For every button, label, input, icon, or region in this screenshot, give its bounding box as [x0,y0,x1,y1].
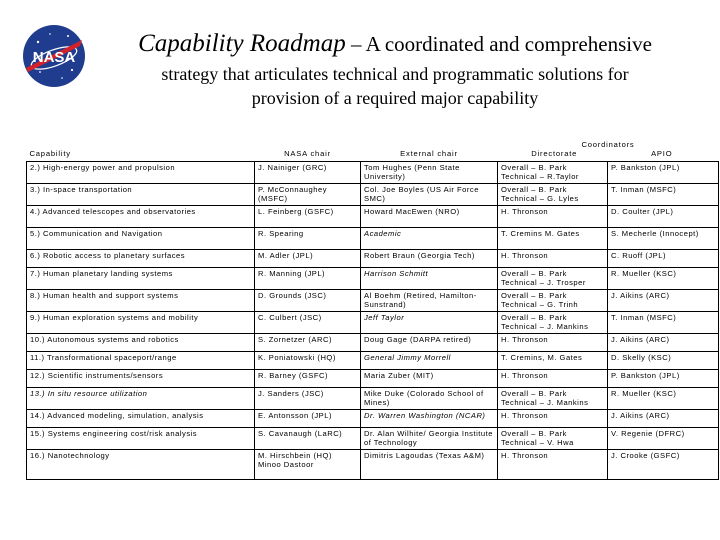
cell-external-chair: Academic [361,228,498,250]
cell-nasa-chair: S. Zornetzer (ARC) [255,334,361,352]
cell-directorate: Overall – B. Park Technical – J. Mankins [498,388,608,410]
subtitle-line-1: strategy that articulates technical and programmatic solutions for [161,64,629,84]
cell-nasa-chair: D. Grounds (JSC) [255,290,361,312]
header-apio: APIO [651,148,673,158]
table-row [27,428,719,450]
table-row [27,334,719,352]
table-row [27,312,719,334]
cell-apio: D. Skelly (KSC) [608,352,719,370]
cell-directorate: Overall – B. Park Technical – V. Hwa [498,428,608,450]
cell-nasa-chair: M. Hirschbein (HQ) Minoo Dastoor [255,450,361,480]
cell-capability: 2.) High-energy power and propulsion [27,162,255,184]
capability-roadmap-table [26,138,719,480]
cell-directorate: Overall – B. Park Technical – J. Trosper [498,268,608,290]
cell-nasa-chair: S. Cavanaugh (LaRC) [255,428,361,450]
cell-external-chair: Dimitris Lagoudas (Texas A&M) [361,450,498,480]
cell-external-chair: Col. Joe Boyles (US Air Force SMC) [361,184,498,206]
cell-external-chair: Jeff Taylor [361,312,498,334]
cell-capability: 5.) Communication and Navigation [27,228,255,250]
cell-capability: 14.) Advanced modeling, simulation, analysis [27,410,255,428]
table-row [27,290,719,312]
cell-external-chair: Tom Hughes (Penn State University) [361,162,498,184]
cell-apio: P. Bankston (JPL) [608,162,719,184]
cell-directorate: H. Thronson [498,334,608,352]
cell-capability: 11.) Transformational spaceport/range [27,352,255,370]
cell-capability: 10.) Autonomous systems and robotics [27,334,255,352]
header-coordinators-label: Coordinators [581,139,635,149]
cell-capability: 6.) Robotic access to planetary surfaces [27,250,255,268]
cell-apio: D. Coulter (JPL) [608,206,719,228]
cell-capability: 3.) In-space transportation [27,184,255,206]
header-directorate: Directorate [531,148,578,158]
cell-directorate: H. Thronson [498,410,608,428]
cell-directorate: H. Thronson [498,206,608,228]
cell-directorate: H. Thronson [498,250,608,268]
subtitle-line-2: provision of a required major capability [251,88,539,108]
table-row [27,370,719,388]
cell-capability: 12.) Scientific instruments/sensors [27,370,255,388]
cell-nasa-chair: C. Culbert (JSC) [255,312,361,334]
cell-external-chair: Dr. Alan Wilhite/ Georgia Institute of Technology [361,428,498,450]
cell-directorate: Overall – B. Park Technical – J. Mankins [498,312,608,334]
cell-nasa-chair: R. Barney (GSFC) [255,370,361,388]
cell-capability: 16.) Nanotechnology [27,450,255,480]
cell-external-chair: Al Boehm (Retired, Hamilton-Sunstrand) [361,290,498,312]
cell-apio: P. Bankston (JPL) [608,370,719,388]
cell-directorate: Overall – B. Park Technical – G. Trinh [498,290,608,312]
table-row [27,162,719,184]
cell-apio: R. Mueller (KSC) [608,388,719,410]
table-row [27,206,719,228]
title-main: Capability Roadmap [138,30,346,57]
header-nasa-chair: NASA chair [284,148,331,158]
header-coordinators [498,138,719,162]
cell-external-chair: Doug Gage (DARPA retired) [361,334,498,352]
cell-apio: T. Inman (MSFC) [608,184,719,206]
cell-external-chair: Maria Zuber (MIT) [361,370,498,388]
cell-nasa-chair: K. Poniatowski (HQ) [255,352,361,370]
table-row [27,184,719,206]
title-rest: – A coordinated and comprehensive [345,32,652,56]
cell-apio: J. Crooke (GSFC) [608,450,719,480]
cell-apio: S. Mecherle (Innocept) [608,228,719,250]
table-row [27,268,719,290]
cell-apio: J. Aikins (ARC) [608,410,719,428]
cell-external-chair: General Jimmy Morrell [361,352,498,370]
table-row [27,388,719,410]
cell-external-chair: Mike Duke (Colorado School of Mines) [361,388,498,410]
cell-apio: J. Aikins (ARC) [608,334,719,352]
cell-directorate: H. Thronson [498,450,608,480]
cell-nasa-chair: R. Spearing [255,228,361,250]
page-title [0,30,720,58]
cell-capability: 8.) Human health and support systems [27,290,255,312]
cell-external-chair: Harrison Schmitt [361,268,498,290]
cell-external-chair: Howard MacEwen (NRO) [361,206,498,228]
table-header-row [27,138,719,162]
table-row [27,352,719,370]
table-row [27,250,719,268]
table-row [27,410,719,428]
cell-nasa-chair: L. Feinberg (GSFC) [255,206,361,228]
header-capability: Capability [29,148,71,158]
cell-external-chair: Dr. Warren Washington (NCAR) [361,410,498,428]
cell-capability: 7.) Human planetary landing systems [27,268,255,290]
header-external-chair: External chair [400,148,458,158]
cell-capability: 15.) Systems engineering cost/risk analysis [27,428,255,450]
cell-external-chair: Robert Braun (Georgia Tech) [361,250,498,268]
cell-capability: 13.) In situ resource utilization [27,388,255,410]
cell-apio: R. Mueller (KSC) [608,268,719,290]
cell-nasa-chair: M. Adler (JPL) [255,250,361,268]
cell-apio: C. Ruoff (JPL) [608,250,719,268]
cell-directorate: T. Cremins M. Gates [498,228,608,250]
table-row [27,450,719,480]
cell-nasa-chair: R. Manning (JPL) [255,268,361,290]
cell-directorate: Overall – B. Park Technical – R.Taylor [498,162,608,184]
cell-apio: T. Inman (MSFC) [608,312,719,334]
cell-directorate: T. Cremins, M. Gates [498,352,608,370]
cell-nasa-chair: J. Nainiger (GRC) [255,162,361,184]
cell-nasa-chair: E. Antonsson (JPL) [255,410,361,428]
cell-apio: V. Regenie (DFRC) [608,428,719,450]
nasa-logo-text: NASA [32,49,76,66]
cell-nasa-chair: J. Sanders (JSC) [255,388,361,410]
cell-capability: 9.) Human exploration systems and mobility [27,312,255,334]
cell-directorate: Overall – B. Park Technical – G. Lyles [498,184,608,206]
cell-apio: J. Aikins (ARC) [608,290,719,312]
cell-directorate: H. Thronson [498,370,608,388]
cell-capability: 4.) Advanced telescopes and observatories [27,206,255,228]
cell-nasa-chair: P. McConnaughey (MSFC) [255,184,361,206]
page-subtitle [100,62,690,110]
table-row [27,228,719,250]
